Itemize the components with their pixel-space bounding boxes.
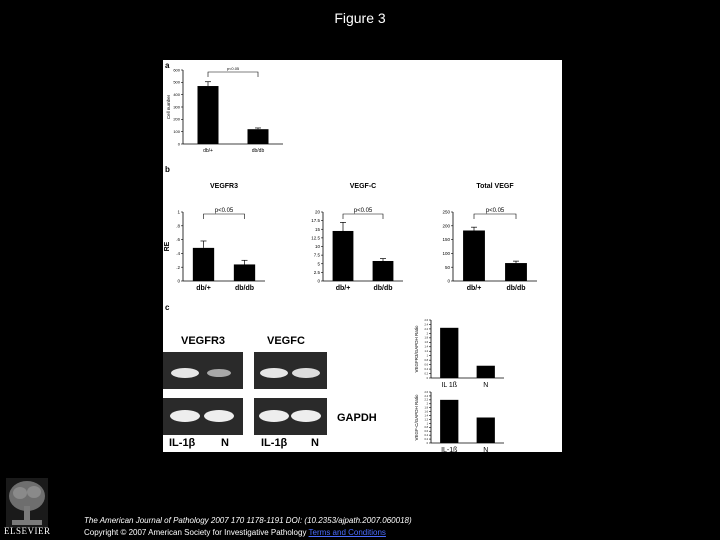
y-tick-label: .8 [176,223,180,229]
bar [234,264,255,281]
bar [373,261,394,281]
gel-lane-label: IL-1β [169,437,196,449]
y-tick-label: 1 [426,354,428,358]
y-tick-label: 50 [444,264,450,270]
y-tick-label: 200 [442,223,450,229]
gel-images [163,335,377,449]
y-tick-label: 0 [317,278,320,284]
significance-bracket [204,214,245,219]
gel-band [204,410,234,422]
significance-bracket [343,214,383,219]
copyright-text: Copyright © 2007 American Society for Investigative Pathology [84,528,307,537]
y-tick-label: 2.2 [424,398,428,402]
gel-lane-label: IL-1β [261,437,288,449]
panel-label-a: a [165,61,170,70]
category-label: N [483,382,489,389]
y-tick-label: 2.2 [424,327,428,331]
citation-text: The American Journal of Pathology 2007 170 1178-1191 DOI: (10.2353/ajpath.2007.060018) [84,516,412,525]
y-tick-label: 2.6 [424,318,428,322]
gel-band [292,368,320,378]
elsevier-logo [6,478,48,528]
category-label: db/db [506,285,526,292]
y-tick-label: 0.2 [424,437,428,441]
y-tick-label: 0.8 [424,426,428,430]
panel-label-c: c [165,303,170,312]
y-tick-label: 12.5 [311,235,320,241]
bar [333,231,354,281]
y-axis-label: Cell number [166,94,171,120]
y-tick-label: 2.6 [424,390,428,394]
y-tick-label: 20 [314,209,320,215]
category-label: db/+ [466,285,482,292]
slide-title: Figure 3 [334,10,386,26]
y-tick-label: 1.2 [424,350,428,354]
y-tick-label: 2.4 [424,394,428,398]
y-tick-label: 0.6 [424,430,428,434]
chart-title: Total VEGF [476,183,514,190]
significance-label: p<0.05 [226,66,240,71]
category-label: db/+ [196,285,211,292]
chart-b1 [164,183,265,292]
y-tick-label: 1.8 [424,336,428,340]
category-label: db/db [373,285,393,292]
y-tick-label: 300 [173,104,180,110]
bar [193,248,214,281]
category-label: db/db [251,148,265,154]
y-tick-label: 2.5 [313,269,320,275]
bar [477,366,495,378]
y-tick-label: 17.5 [311,218,320,224]
tree-icon [6,478,48,528]
gel-lane-label: N [221,437,229,449]
gel-band [170,410,200,422]
category-label: db/db [234,285,255,292]
y-tick-label: 1.4 [424,414,428,418]
bar [463,230,485,281]
y-tick-label: 400 [173,92,180,98]
terms-link[interactable]: Terms and Conditions [308,528,386,537]
y-tick-label: 0 [426,376,428,380]
y-tick-label: 1 [426,422,428,426]
category-label: N [483,447,489,452]
y-tick-label: 0.6 [424,363,428,367]
chart-b3 [442,183,537,292]
y-axis-label: VEGFR3/GAPDH Ratio [414,325,419,373]
y-tick-label: 2.4 [424,323,428,327]
y-axis-label: VEGF-C/GAPDH Ratio [414,394,419,441]
chart-title: VEGF-C [349,183,377,190]
y-tick-label: 1.2 [424,418,428,422]
y-tick-label: 0 [426,441,428,445]
y-tick-label: 7.5 [313,252,320,258]
y-tick-label: 1.6 [424,410,428,414]
y-tick-label: 5 [317,261,320,267]
y-tick-label: 500 [173,79,180,85]
gel-band [207,369,231,377]
category-label: db/+ [203,148,213,154]
significance-label: p<0.05 [214,208,234,214]
gel-band [291,410,321,422]
significance-label: p<0.05 [485,208,505,214]
gel-band [259,410,289,422]
bar [440,328,458,378]
y-tick-label: 2 [426,402,428,406]
bar [440,400,458,443]
gel-band [171,368,199,378]
y-tick-label: 250 [442,209,450,215]
bar [198,86,219,144]
significance-label: p<0.05 [353,208,373,214]
y-tick-label: .6 [176,237,180,243]
category-label: IL 1ß [441,382,458,389]
significance-bracket [208,72,258,77]
y-tick-label: 1.4 [424,345,428,349]
panel-label-b: b [165,165,170,174]
y-tick-label: 1 [177,209,180,215]
y-tick-label: 10 [314,244,320,250]
figure-panel [163,60,562,452]
category-label: db/+ [335,285,351,292]
bar [477,418,495,444]
y-tick-label: 0 [447,278,450,284]
bar [248,129,269,144]
bar [505,263,527,281]
chart-c1 [414,319,504,389]
y-tick-label: 15 [314,226,320,232]
gel-band [260,368,288,378]
gel-lane-label: N [311,437,319,449]
y-tick-label: 150 [442,237,450,243]
y-tick-label: 100 [442,250,450,256]
y-tick-label: 1.6 [424,341,428,345]
y-tick-label: 0.8 [424,359,428,363]
y-tick-label: 0.4 [424,434,428,438]
chart-b2 [311,183,403,292]
y-axis-label: RE [164,241,171,252]
y-tick-label: 2 [426,332,428,336]
gel-vegfc-label: VEGFC [267,335,305,347]
y-tick-label: 0.4 [424,367,428,371]
y-tick-label: 600 [173,67,180,73]
y-tick-label: 100 [173,129,180,135]
category-label: IL-1ß [441,447,458,452]
y-tick-label: .2 [176,264,180,270]
gel-gapdh-label: GAPDH [337,412,377,424]
chart-title: VEGFR3 [209,183,239,190]
y-tick-label: 0 [177,278,180,284]
chart-a [166,66,283,154]
gel-vegfr3-label: VEGFR3 [181,335,226,347]
y-tick-label: .4 [176,250,180,256]
y-tick-label: 0.2 [424,372,428,376]
copyright-line [84,528,386,538]
figure-canvas [163,60,562,452]
significance-bracket [474,214,516,219]
y-tick-label: 1.8 [424,406,428,410]
chart-c2 [414,391,504,452]
y-tick-label: 0 [177,141,180,147]
elsevier-wordmark: ELSEVIER [4,526,51,536]
y-tick-label: 200 [173,116,180,122]
